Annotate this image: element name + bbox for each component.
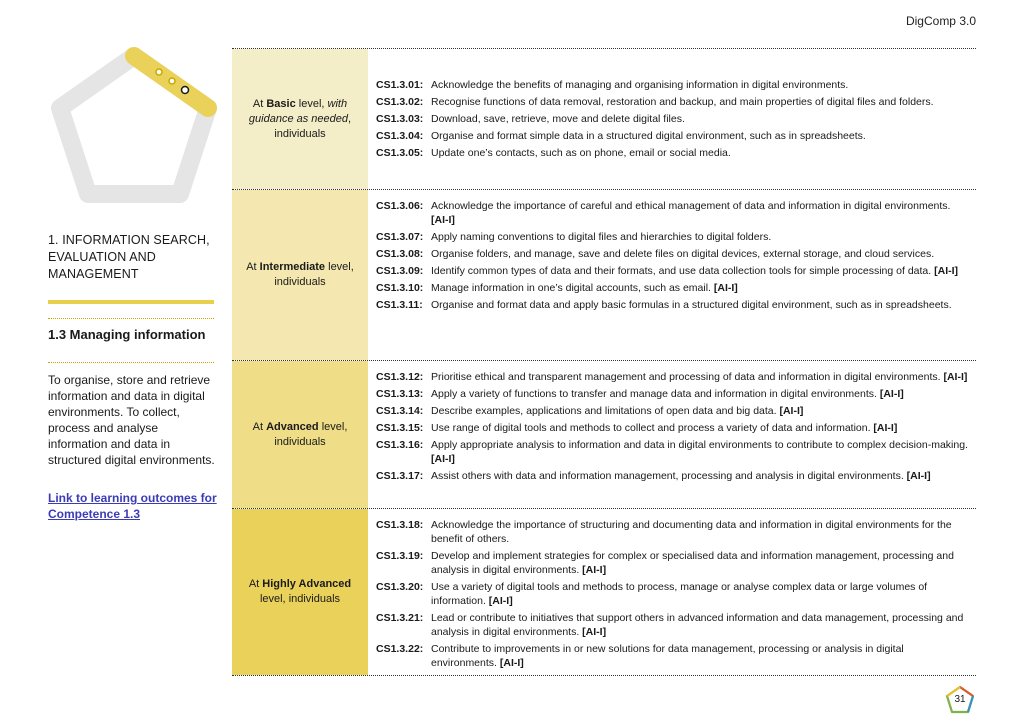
- page-number: 31: [954, 694, 966, 705]
- level-cell: At Highly Advanced level, individuals: [232, 509, 368, 675]
- outcome-item: CS1.3.19: Develop and implement strategies for complex or specialised data and information management, processing and analysis in digital environments. [AI-I]: [376, 550, 954, 576]
- pentagon-logo-icon: [44, 42, 224, 212]
- level-cell: At Advanced level, individuals: [232, 361, 368, 508]
- outcome-item: CS1.3.09: Identify common types of data and their formats, and use data collection tools for simple processing of data. [AI-I]: [376, 265, 959, 277]
- level-row-basic: [232, 48, 976, 189]
- level-row-highly-advanced: [232, 508, 976, 676]
- learning-outcomes-link[interactable]: Link to learning outcomes for Competence 1.3: [48, 491, 217, 521]
- outcome-item: CS1.3.05: Update one’s contacts, such as on phone, email or social media.: [376, 147, 731, 159]
- outcome-item: CS1.3.10: Manage information in one’s digital accounts, such as email. [AI-I]: [376, 282, 738, 294]
- outcome-item: CS1.3.12: Prioritise ethical and transparent management and processing of data and information in digital environments. [AI-I]: [376, 371, 968, 383]
- outcome-item: CS1.3.11: Organise and format data and apply basic formulas in a structured digital environment, such as in spreadsheets.: [376, 299, 952, 311]
- competence-title: 1.3 Managing information: [48, 327, 206, 342]
- outcome-item: CS1.3.16: Apply appropriate analysis to information and data in digital environments to contribute to complex decision-making. [AI-I]: [376, 439, 968, 465]
- outcome-item: CS1.3.07: Apply naming conventions to digital files and hierarchies to digital folders.: [376, 231, 772, 243]
- document-title: DigComp 3.0: [905, 14, 976, 28]
- outcomes-list: [368, 361, 976, 508]
- outcome-item: CS1.3.08: Organise folders, and manage, save and delete files on digital devices, external storage, and cloud services.: [376, 248, 935, 260]
- outcome-item: CS1.3.22: Contribute to improvements in or new solutions for data management, processing or analysis in digital environments. [AI-I]: [376, 643, 904, 669]
- outcome-item: CS1.3.03: Download, save, retrieve, move and delete digital files.: [376, 113, 685, 125]
- divider: [48, 318, 214, 319]
- level-name: Advanced: [266, 420, 319, 433]
- area-title: 1. INFORMATION SEARCH, EVALUATION AND MANAGEMENT: [48, 233, 210, 281]
- level-cell: At Intermediate level, individuals: [232, 190, 368, 360]
- level-name: Highly Advanced: [262, 578, 352, 590]
- level-cell: At Basic level, with guidance as needed, individuals: [232, 49, 368, 189]
- outcome-item: CS1.3.02: Recognise functions of data removal, restoration and backup, and main properties of digital files and folders.: [376, 96, 934, 108]
- outcome-item: CS1.3.13: Apply a variety of functions to transfer and manage data and information in digital environments. [AI-I]: [376, 388, 904, 400]
- outcome-item: CS1.3.01: Acknowledge the benefits of managing and organising information in digital environments.: [376, 79, 849, 91]
- level-row-advanced: [232, 360, 976, 508]
- outcome-item: CS1.3.06: Acknowledge the importance of careful and ethical management of data and information in digital environments. [AI-I]: [376, 200, 951, 226]
- outcomes-list: [368, 190, 976, 360]
- outcome-item: CS1.3.14: Describe examples, applications and limitations of open data and big data. [AI-I]: [376, 405, 804, 417]
- outcome-item: CS1.3.17: Assist others with data and information management, processing and analysis in digital environments. [AI-I]: [376, 470, 931, 482]
- level-name: Basic: [266, 97, 296, 110]
- outcomes-list: [368, 49, 976, 189]
- level-row-intermediate: [232, 189, 976, 360]
- outcome-item: CS1.3.18: Acknowledge the importance of structuring and documenting data and information in digital environments for the benefit of others.: [376, 519, 952, 545]
- outcome-item: CS1.3.20: Use a variety of digital tools and methods to process, manage or analyse complex data or large volumes of information. [AI-I]: [376, 581, 928, 607]
- level-name: Intermediate: [259, 261, 326, 273]
- competence-description: To organise, store and retrieve information and data in digital environments. To collect, process and analyse information and data in structured digital environments.: [48, 373, 215, 467]
- outcome-item: CS1.3.21: Lead or contribute to initiatives that support others in advanced information and data management, processing and analysis in digital environments. [AI-I]: [376, 612, 964, 638]
- divider: [48, 362, 214, 363]
- outcomes-list: [368, 509, 976, 675]
- area-divider: [48, 300, 214, 304]
- proficiency-table: [232, 48, 976, 676]
- outcome-item: CS1.3.15: Use range of digital tools and methods to collect and process a variety of data and information. [AI-I]: [376, 422, 898, 434]
- outcome-item: CS1.3.04: Organise and format simple data in a structured digital environment, such as in spreadsheets.: [376, 130, 866, 142]
